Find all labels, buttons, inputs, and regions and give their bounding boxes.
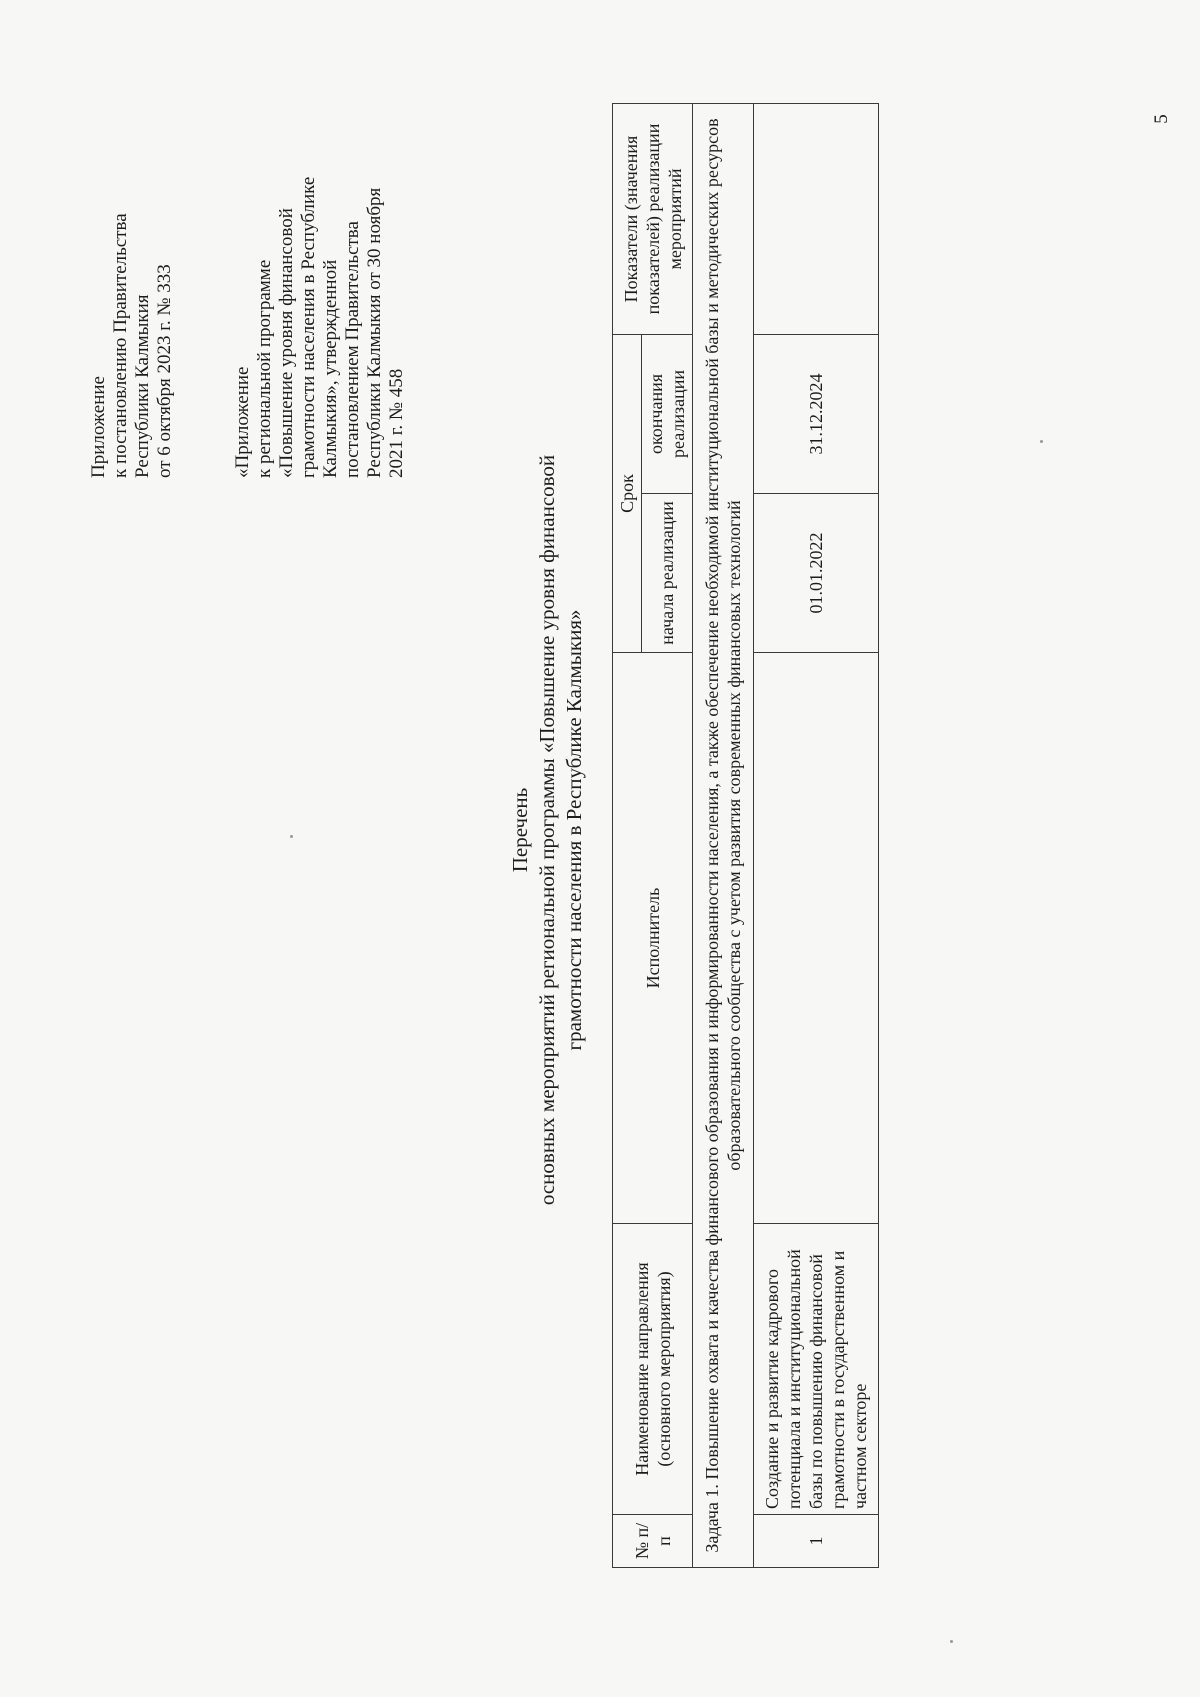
header-end: окончания реализации: [642, 335, 693, 494]
header-start: начала реализации: [642, 494, 693, 653]
title-line: Перечень: [508, 787, 532, 873]
appendix-original-block: [232, 177, 408, 478]
appendix-line: 2021 г. № 458: [386, 368, 407, 478]
appendix-line: Приложение: [88, 376, 109, 478]
appendix-line: Калмыкия», утвержденной: [320, 259, 341, 478]
document-title: [507, 330, 588, 1330]
header-term: Срок: [613, 335, 642, 653]
scan-speck: [950, 1640, 953, 1643]
task-text: Задача 1. Повышение охвата и качества финансового образования и информированности населения, а также обеспечение необходимой институциональной базы и методических ресурсов образовательного сообщества с учетом развития современных финансовых технологий: [693, 104, 754, 1568]
cell-num: 1: [754, 1515, 879, 1568]
appendix-line: грамотности населения в Республике: [298, 176, 319, 478]
cell-executor: [754, 653, 879, 1224]
page-number: 5: [1150, 114, 1172, 124]
appendix-line: «Приложение: [232, 366, 253, 478]
appendix-line: от 6 октября 2023 г. № 333: [154, 264, 175, 478]
appendix-line: Республики Калмыкия от 30 ноября: [364, 187, 385, 478]
cell-start: 01.01.2022: [754, 494, 879, 653]
task-row: [693, 104, 754, 1568]
title-line: грамотности населения в Республике Калмыкия»: [562, 609, 586, 1051]
header-indicators: Показатели (значения показателей) реализации мероприятий: [613, 104, 693, 335]
header-executor: Исполнитель: [613, 653, 693, 1224]
appendix-line: «Повышение уровня финансовой: [276, 208, 297, 478]
appendix-line: Республики Калмыкия: [132, 294, 153, 478]
cell-name: Создание и развитие кадрового потенциала и институциональной базы по повышению финансовой грамотности в государственном и частном секторе: [754, 1224, 879, 1515]
table-row: [754, 104, 879, 1568]
cell-indicators: [754, 104, 879, 335]
header-num: № п/п: [613, 1515, 693, 1568]
appendix-current-block: [88, 213, 176, 478]
appendix-line: к региональной программе: [254, 259, 275, 478]
cell-end: 31.12.2024: [754, 335, 879, 494]
appendix-line: постановлением Правительства: [342, 221, 363, 478]
scan-speck: [290, 835, 293, 838]
scan-speck: [1040, 440, 1043, 443]
header-name: Наименование направления (основного мероприятия): [613, 1224, 693, 1515]
table-header-row: [613, 104, 642, 1568]
appendix-line: к постановлению Правительства: [110, 213, 131, 478]
title-line: основных мероприятий региональной программы «Повышение уровня финансовой: [535, 454, 559, 1206]
events-table: [612, 103, 879, 1568]
document-sheet: [40, 70, 1100, 1630]
